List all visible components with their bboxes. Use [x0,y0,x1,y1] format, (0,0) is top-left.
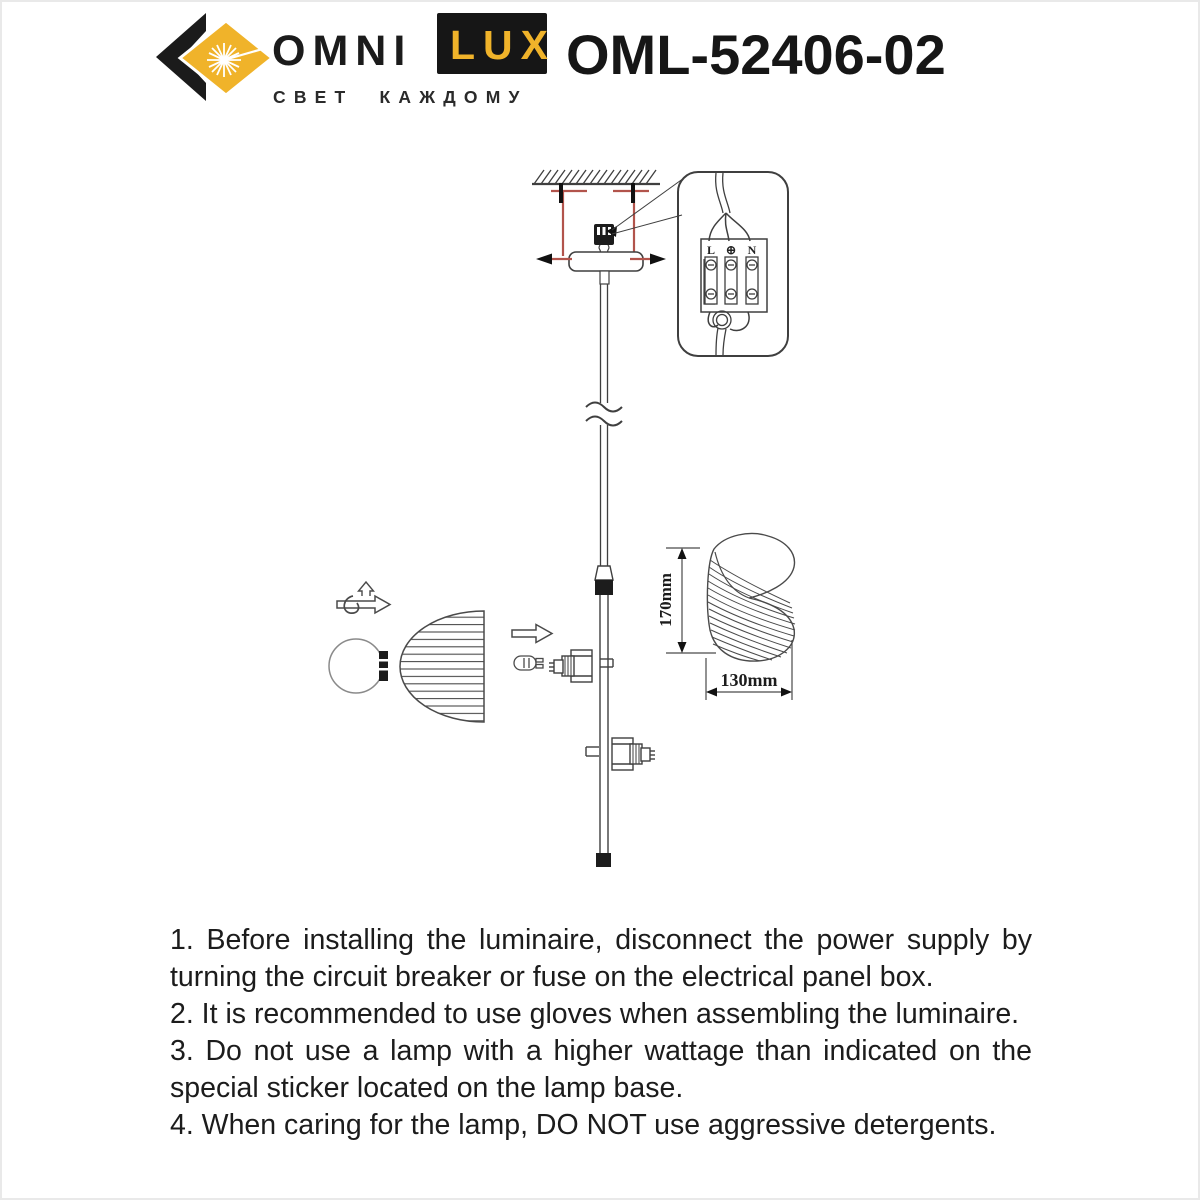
insert-arrow-icon [512,625,552,643]
brand-tagline: СВЕТ КАЖДОМУ [273,87,528,107]
swirl-shade-outline [707,534,794,662]
rod-top-band [595,580,613,595]
dimension-width-label: 130mm [720,670,778,690]
terminal-connector-small [594,224,614,253]
terminal-label-n: N [747,243,757,257]
pendant-rod-drawing [549,566,655,867]
arrow-left-icon [536,254,552,265]
brand-wordmark-primary: OMNI [272,27,413,75]
dimension-height-label: 170mm [656,573,675,627]
assembly-steps [329,582,552,722]
model-number: OML-52406-02 [566,23,946,86]
terminal-label-l: L [706,243,716,257]
shade-dimension-drawing [656,534,795,700]
instruction-item-4: 4. When caring for the lamp, DO NOT use aggressive detergents. [170,1109,997,1141]
socket-right [586,738,655,770]
brand-wordmark-accent: LUX [450,22,556,68]
ceiling-canopy [569,252,643,271]
rod-finial [595,566,613,580]
twist-arrow-icon [337,582,390,613]
socket-left [549,650,613,682]
terminal-label-earth: ⊕ [725,243,737,257]
terminal-columns [704,257,758,304]
ceiling-mount-drawing [532,170,666,566]
g9-bulb-icon [514,656,543,670]
dimension-width [706,640,792,700]
arrow-right-icon [650,254,666,265]
swirl-shade-ribs [708,560,795,661]
supply-cable [716,173,723,213]
ball-collar [379,651,388,681]
safety-instructions [170,922,1032,1144]
strain-relief-loop [708,311,749,355]
canopy-stem [600,271,609,284]
instruction-item-3: 3. Do not use a lamp with a higher wattage than indicated on the special sticker located on the lamp base. [170,1035,1032,1104]
dome-shade-side-view [400,611,484,722]
instruction-item-1: 1. Before installing the luminaire, disconnect the power supply by turning the circuit breaker or fuse on the electrical panel box. [170,924,1032,993]
glass-ball-shade [329,639,383,693]
ceiling-hatch [534,170,656,184]
instruction-item-2: 2. It is recommended to use gloves when assembling the luminaire. [170,998,1020,1030]
rod-bottom-tip [596,853,611,867]
cord-break-symbol [586,403,622,426]
